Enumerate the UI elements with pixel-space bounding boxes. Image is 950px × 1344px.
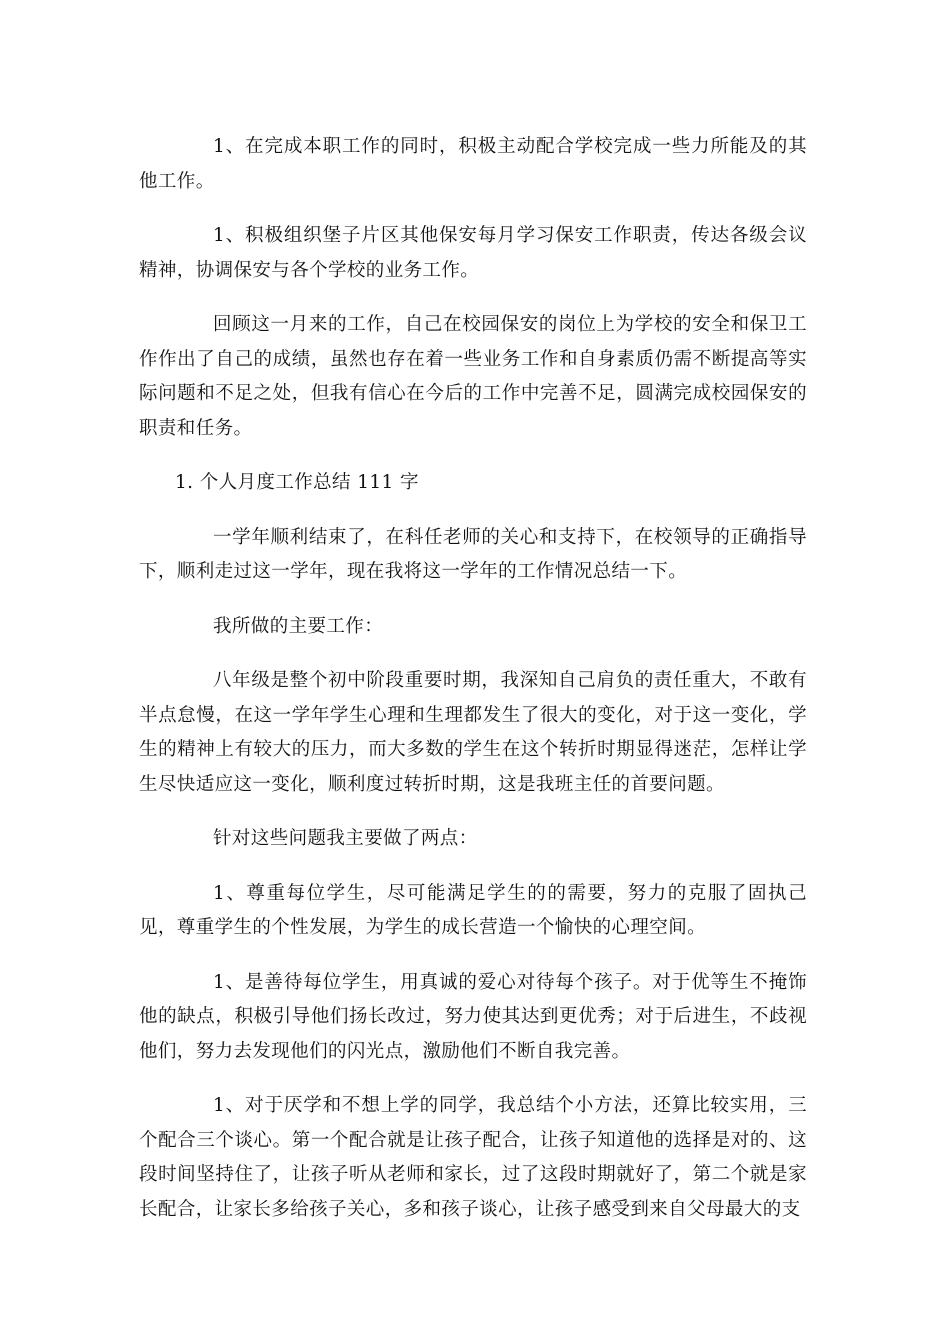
document-body <box>139 130 807 1247</box>
paragraph: 1、在完成本职工作的同时，积极主动配合学校完成一些力所能及的其他工作。 <box>139 136 807 192</box>
paragraph: 1、是善待每位学生，用真诚的爱心对待每个孩子。对于优等生不掩饰他的缺点，积极引导他们扬长改过，努力使其达到更优秀；对于后进生，不歧视他们，努力去发现他们的闪光点，激励他们不断自我完善。 <box>139 971 807 1062</box>
paragraph: 八年级是整个初中阶段重要时期，我深知自己肩负的责任重大，不敢有半点怠慢，在这一学年学生心理和生理都发生了很大的变化，对于这一变化，学生的精神上有较大的压力，而大多数的学生在这个转折时期显得迷茫，怎样让学生尽快适应这一变化，顺利度过转折时期，这是我班主任的首要问题。 <box>139 670 807 795</box>
paragraph: 1、积极组织堡子片区其他保安每月学习保安工作职责，传达各级会议精神，协调保安与各个学校的业务工作。 <box>139 225 807 281</box>
section-heading: 1. 个人月度工作总结 111 字 <box>175 472 419 493</box>
paragraph: 回顾这一月来的工作，自己在校园保安的岗位上为学校的安全和保卫工作作出了自己的成绩，虽然也存在着一些业务工作和自身素质仍需不断提高等实际问题和不足之处，但我有信心在今后的工作中完善不足，圆满完成校园保安的职责和任务。 <box>139 314 807 439</box>
paragraph: 针对这些问题我主要做了两点： <box>213 828 478 849</box>
paragraph: 1、尊重每位学生，尽可能满足学生的的需要，努力的克服了固执己见，尊重学生的个性发展，为学生的成长营造一个愉快的心理空间。 <box>139 882 807 938</box>
paragraph: 1、对于厌学和不想上学的同学，我总结个小方法，还算比较实用，三个配合三个谈心。第一个配合就是让孩子配合，让孩子知道他的选择是对的、这段时间坚持住了，让孩子听从老师和家长，过了这段时期就好了，第二个就是家长配合，让家长多给孩子关心，多和孩子谈心，让孩子感受到来自父母最大的支 <box>139 1095 807 1220</box>
paragraph: 一学年顺利结束了，在科任老师的关心和支持下，在校领导的正确指导下，顺利走过这一学年，现在我将这一学年的工作情况总结一下。 <box>139 526 807 582</box>
paragraph: 我所做的主要工作： <box>213 615 384 637</box>
